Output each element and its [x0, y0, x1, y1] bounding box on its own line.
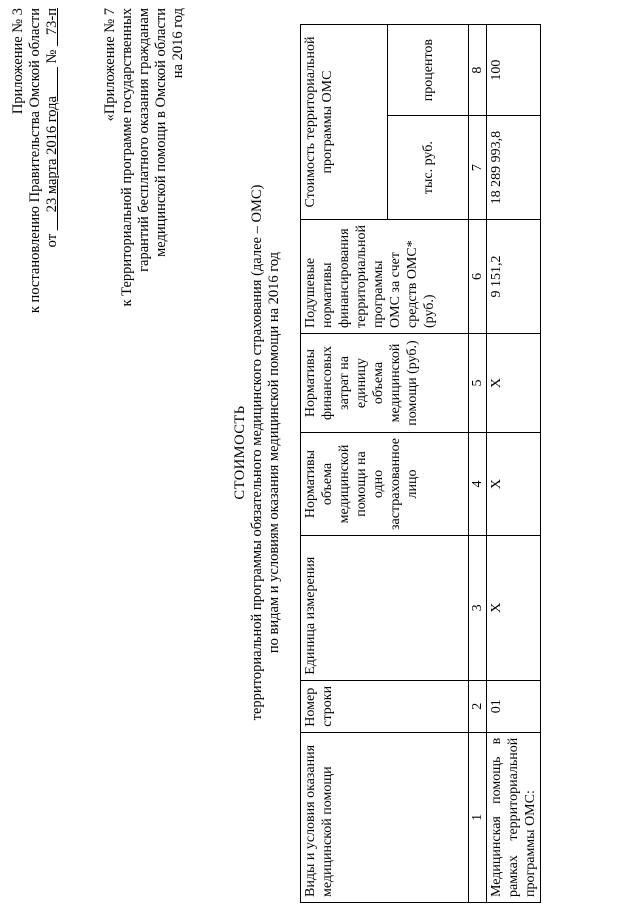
title-main: СТОИМОСТЬ — [232, 405, 248, 500]
appendix-date-prefix: от — [44, 233, 60, 248]
row-cost-per-unit: Х — [487, 333, 541, 432]
column-number-row — [469, 25, 487, 903]
col-number: 5 — [469, 333, 487, 432]
header-per-capita: Подушевые нормативы финансирования территориальной программы ОМС за счет средств ОМС* (руб.) — [301, 220, 469, 334]
row-total-thousand: 18 289 993,8 — [487, 116, 541, 220]
header-row-number: Номер строки — [301, 680, 469, 732]
header-cost-norms: Нормативы финансовых затрат на единицу объема медицинской помощи (руб.) — [301, 333, 469, 432]
row-per-capita: 9 151,2 — [487, 220, 541, 334]
header-kind: Виды и условия оказания медицинской помощи — [301, 732, 469, 902]
appendix-resolution: к постановлению Правительства Омской области — [27, 8, 43, 314]
col-number: 2 — [469, 680, 487, 732]
col-number: 8 — [469, 25, 487, 116]
appendix-number-sign: № — [44, 49, 60, 64]
program-ref-line1: «Приложение № 7 — [102, 8, 118, 122]
col-number: 4 — [469, 433, 487, 536]
row-percent: 100 — [487, 25, 541, 116]
col-number: 3 — [469, 535, 487, 680]
cost-table — [300, 24, 541, 903]
appendix-header — [10, 8, 61, 313]
col-number: 7 — [469, 116, 487, 220]
col-number: 1 — [469, 732, 487, 902]
appendix-date-line — [44, 8, 61, 313]
program-ref-line3: гарантий бесплатного оказания гражданам — [136, 8, 152, 272]
appendix-date: 23 марта 2016 года — [44, 96, 60, 213]
title-line2: территориальной программы обязательного медицинского страхования (далее – ОМС) — [249, 184, 265, 721]
appendix-number: Приложение № 3 — [10, 8, 26, 115]
col-number: 6 — [469, 220, 487, 334]
header-percent: процентов — [388, 25, 469, 116]
row-name: Медицинская помощь в рамках территориальной программы ОМС: — [487, 732, 541, 902]
document-title — [232, 0, 283, 905]
header-volume-norms: Нормативы объема медицинской помощи на одно застрахованное лицо — [301, 433, 469, 536]
title-line3: по видам и условиям оказания медицинской помощи на 2016 год — [266, 251, 282, 654]
program-ref-line2: к Территориальной программе государственных — [119, 8, 135, 307]
program-ref-line5: на 2016 год — [170, 8, 186, 79]
table-row — [487, 25, 541, 903]
program-ref-line4: медицинской помощи в Омской области — [153, 8, 169, 257]
program-reference — [102, 8, 187, 438]
header-program-cost: Стоимость территориальной программы ОМС — [301, 25, 388, 220]
row-volume: Х — [487, 433, 541, 536]
header-thousand-rub: тыс. руб. — [388, 116, 469, 220]
row-number: 01 — [487, 680, 541, 732]
appendix-resolution-number: 73-п — [44, 8, 60, 36]
row-unit: Х — [487, 535, 541, 680]
header-unit: Единица измерения — [301, 535, 469, 680]
table-header-row — [301, 25, 388, 903]
